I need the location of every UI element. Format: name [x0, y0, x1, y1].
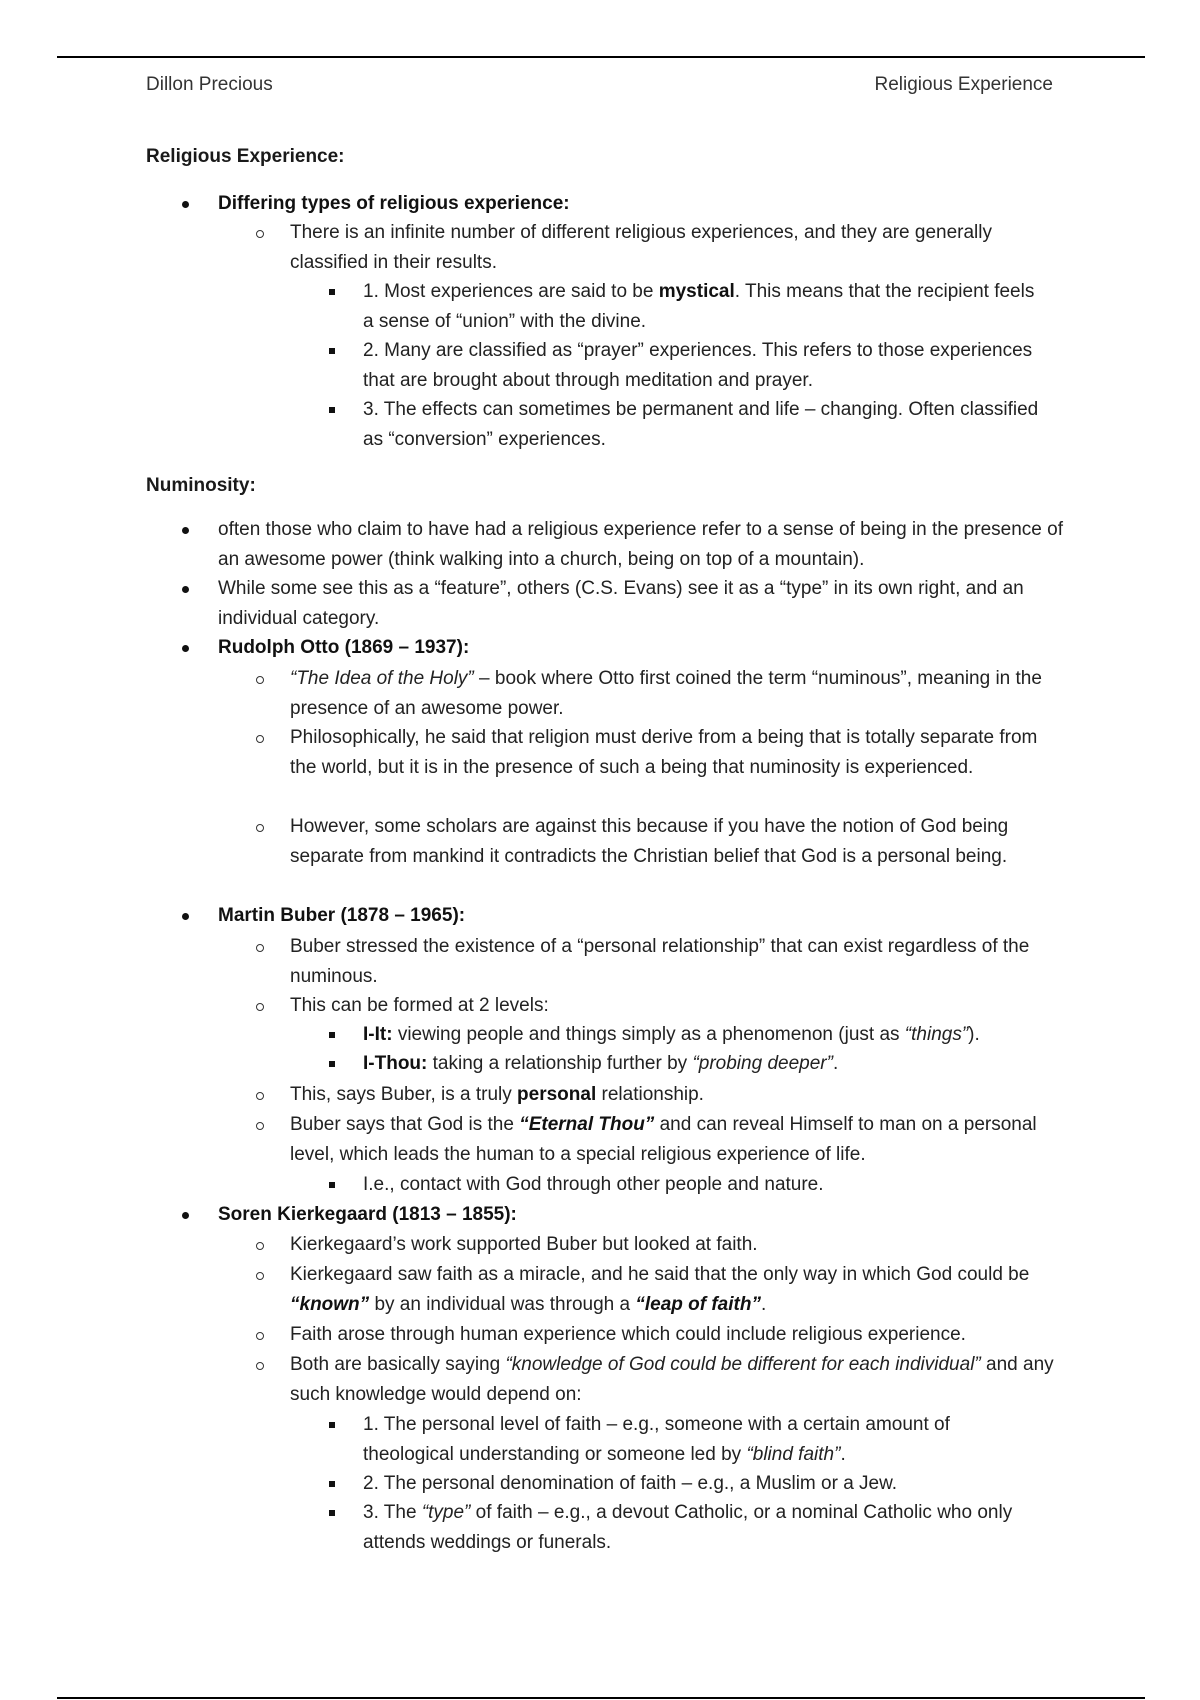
bullet-circle — [256, 1092, 264, 1100]
bullet-dot — [182, 201, 189, 208]
bullet-dot — [182, 913, 189, 920]
faith-dependency-1: 1. The personal level of faith – e.g., someone with a certain amount of theological understanding or someone led by “blind faith”. — [363, 1414, 950, 1465]
buber-point-1: Buber stressed the existence of a “personal relationship” that can exist regardless of the numinous. — [290, 936, 1030, 987]
bullet-square — [329, 1032, 335, 1038]
bullet-circle — [256, 230, 264, 238]
bullet-square — [329, 1422, 335, 1428]
type-conversion: 3. The effects can sometimes be permanent and life – changing. Often classified as “conversion” experiences. — [363, 399, 1039, 450]
buber-title: Martin Buber (1878 – 1965): — [218, 905, 466, 926]
kierkegaard-point-1: Kierkegaard’s work supported Buber but looked at faith. — [290, 1234, 758, 1255]
otto-point-1: “The Idea of the Holy” – book where Otto first coined the term “numinous”, meaning in the presence of an awesome power. — [290, 668, 1042, 719]
bullet-circle — [256, 1272, 264, 1280]
header-rule — [57, 56, 1145, 58]
kierkegaard-title: Soren Kierkegaard (1813 – 1855): — [218, 1204, 517, 1225]
bullet-circle — [256, 824, 264, 832]
type-mystical: 1. Most experiences are said to be mystical. This means that the recipient feels a sense of “union” with the divine. — [363, 281, 1035, 332]
numinosity-point-2: While some see this as a “feature”, others (C.S. Evans) see it as a “type” in its own right, and an individual category. — [218, 578, 1024, 629]
bullet-dot — [182, 645, 189, 652]
bullet-square — [329, 1510, 335, 1516]
bullet-circle — [256, 1242, 264, 1250]
buber-point-2: This can be formed at 2 levels: — [290, 995, 549, 1016]
bullet-square — [329, 1061, 335, 1067]
otto-point-3: However, some scholars are against this because if you have the notion of God being separate from mankind it contradicts the Christian belief that God is a personal being. — [290, 816, 1009, 867]
numinosity-point-1: often those who claim to have had a religious experience refer to a sense of being in the presence of an awesome power (think walking into a church, being on top of a mountain). — [218, 519, 1063, 570]
buber-i-it: I-It: viewing people and things simply as a phenomenon (just as “things”). — [363, 1024, 980, 1045]
header-subject: Religious Experience — [874, 74, 1053, 95]
bullet-dot — [182, 1212, 189, 1219]
bullet-circle — [256, 1332, 264, 1340]
bullet-circle — [256, 944, 264, 952]
buber-point-4: Buber says that God is the “Eternal Thou” and can reveal Himself to man on a personal level, which leads the human to a special religious experience of life. — [290, 1114, 1037, 1165]
bullet-circle — [256, 1122, 264, 1130]
bullet-dot — [182, 586, 189, 593]
bullet-square — [329, 348, 335, 354]
faith-dependency-3: 3. The “type” of faith – e.g., a devout Catholic, or a nominal Catholic who only attends weddings or funerals. — [363, 1502, 1013, 1553]
kierkegaard-point-3: Faith arose through human experience which could include religious experience. — [290, 1324, 966, 1345]
bullet-circle — [256, 1003, 264, 1011]
bullet-square — [329, 407, 335, 413]
kierkegaard-point-2: Kierkegaard saw faith as a miracle, and he said that the only way in which God could be “known” by an individual was through a “leap of faith”. — [290, 1264, 1030, 1315]
bullet-square — [329, 289, 335, 295]
buber-i-thou: I-Thou: taking a relationship further by “probing deeper”. — [363, 1053, 839, 1074]
buber-point-5: I.e., contact with God through other people and nature. — [363, 1174, 824, 1195]
otto-point-2: Philosophically, he said that religion must derive from a being that is totally separate from the world, but it is in the presence of such a being that numinosity is experienced. — [290, 727, 1038, 778]
buber-point-3: This, says Buber, is a truly personal relationship. — [290, 1084, 704, 1105]
intro-text: There is an infinite number of different religious experiences, and they are generally classified in their results. — [290, 222, 992, 273]
topic-differing-types: Differing types of religious experience: — [218, 193, 570, 214]
kierkegaard-point-4: Both are basically saying “knowledge of God could be different for each individual” and any such knowledge would depend on: — [290, 1354, 1054, 1405]
section-heading-religious-experience: Religious Experience: — [146, 146, 345, 167]
footer-rule — [57, 1697, 1145, 1699]
header-author: Dillon Precious — [146, 74, 273, 95]
bullet-circle — [256, 676, 264, 684]
bullet-square — [329, 1481, 335, 1487]
otto-title: Rudolph Otto (1869 – 1937): — [218, 637, 470, 658]
type-prayer: 2. Many are classified as “prayer” experiences. This refers to those experiences that are brought about through meditation and prayer. — [363, 340, 1033, 391]
bullet-dot — [182, 527, 189, 534]
bullet-circle — [256, 1362, 264, 1370]
bullet-square — [329, 1182, 335, 1188]
section-heading-numinosity: Numinosity: — [146, 475, 256, 496]
bullet-circle — [256, 735, 264, 743]
faith-dependency-2: 2. The personal denomination of faith – e.g., a Muslim or a Jew. — [363, 1473, 898, 1494]
